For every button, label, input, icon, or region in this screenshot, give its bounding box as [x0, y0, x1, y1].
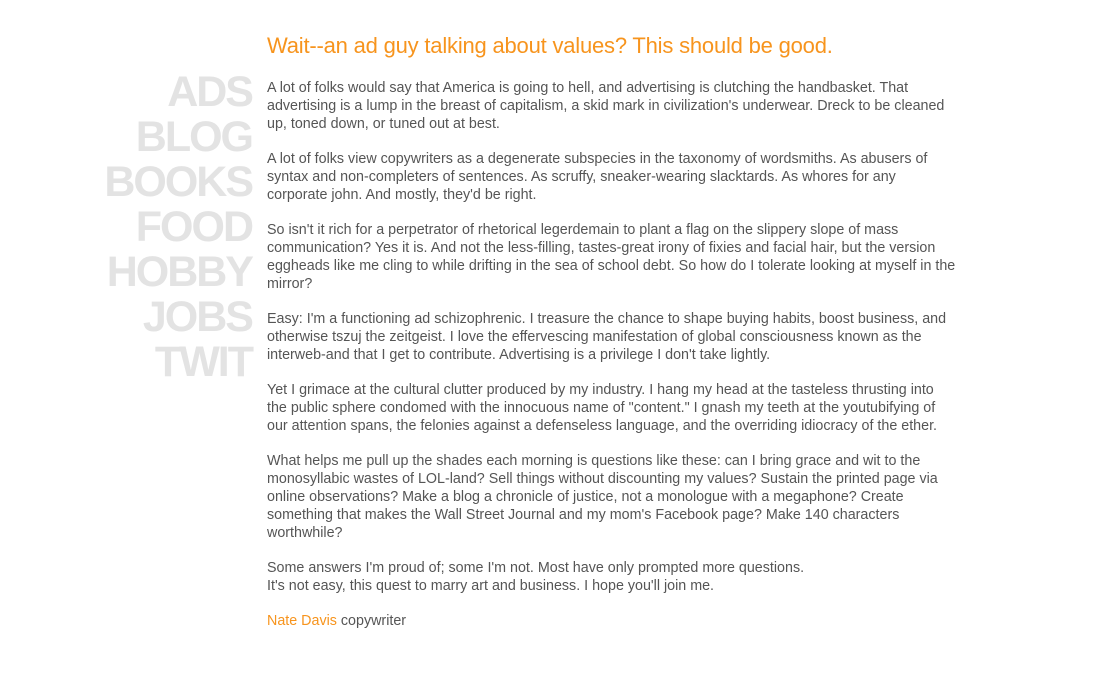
- paragraph-5: Yet I grimace at the cultural clutter produced by my industry. I hang my head at the tasteless thrusting into the public sphere condomed with the innocuous name of "content." I gnash my teeth at the youtubifying of our attention spans, the felonies against a defenseless language, and the overriding idiocracy of the ether.: [267, 382, 938, 434]
- nav-item-twit[interactable]: TWIT: [154, 338, 252, 386]
- nav-item-blog[interactable]: BLOG: [135, 113, 252, 161]
- signature: [267, 612, 957, 630]
- main-nav: [90, 70, 252, 385]
- nav-item-books[interactable]: BOOKS: [104, 158, 252, 206]
- closing-line-2: It's not easy, this quest to marry art and business. I hope you'll join me.: [267, 578, 715, 594]
- paragraph-4: Easy: I'm a functioning ad schizophrenic. I treasure the chance to shape buying habits, boost business, and otherwise tszuj the zeitgeist. I love the effervescing manifestation of global consciousness known as the interweb-and that I get to contribute. Advertising is a privilege I don't take lightly.: [267, 311, 947, 363]
- paragraph-2: A lot of folks view copywriters as a degenerate subspecies in the taxonomy of wordsmiths. As abusers of syntax and non-completers of sentences. As scruffy, sneaker-wearing slacktards. As whores for any corporate john. And mostly, they'd be right.: [267, 151, 928, 203]
- paragraph-6: What helps me pull up the shades each morning is questions like these: can I bring grace and wit to the monosyllabic wastes of LOL-land? Sell things without discounting my values? Sustain the printed page via online observations? Make a blog a chronicle of justice, not a monologue with a megaphone? Create something that makes the Wall Street Journal and my mom's Facebook page? Make 140 characters worthwhile?: [267, 453, 938, 541]
- closing-line-1: Some answers I'm proud of; some I'm not. Most have only prompted more questions.: [267, 560, 805, 576]
- nav-item-hobby[interactable]: HOBBY: [106, 248, 252, 296]
- paragraph-1: A lot of folks would say that America is going to hell, and advertising is clutching the handbasket. That advertising is a lump in the breast of capitalism, a skid mark in civilization's underwear. Dreck to be cleaned up, toned down, or tuned out at best.: [267, 80, 945, 132]
- main-content: [267, 33, 957, 630]
- closing-paragraph: [267, 559, 957, 595]
- nav-item-jobs[interactable]: JOBS: [142, 293, 252, 341]
- nav-item-food[interactable]: FOOD: [135, 203, 252, 251]
- page-heading: Wait--an ad guy talking about values? This should be good.: [267, 33, 833, 58]
- author-title: copywriter: [340, 613, 407, 629]
- author-name-link[interactable]: Nate Davis: [267, 613, 337, 629]
- nav-item-ads[interactable]: ADS: [167, 68, 252, 116]
- paragraph-3: So isn't it rich for a perpetrator of rhetorical legerdemain to plant a flag on the slippery slope of mass communication? Yes it is. And not the less-filling, tastes-great irony of fixies and facial hair, but the version eggheads like me cling to while drifting in the sea of school debt. So how do I tolerate looking at myself in the mirror?: [267, 222, 956, 292]
